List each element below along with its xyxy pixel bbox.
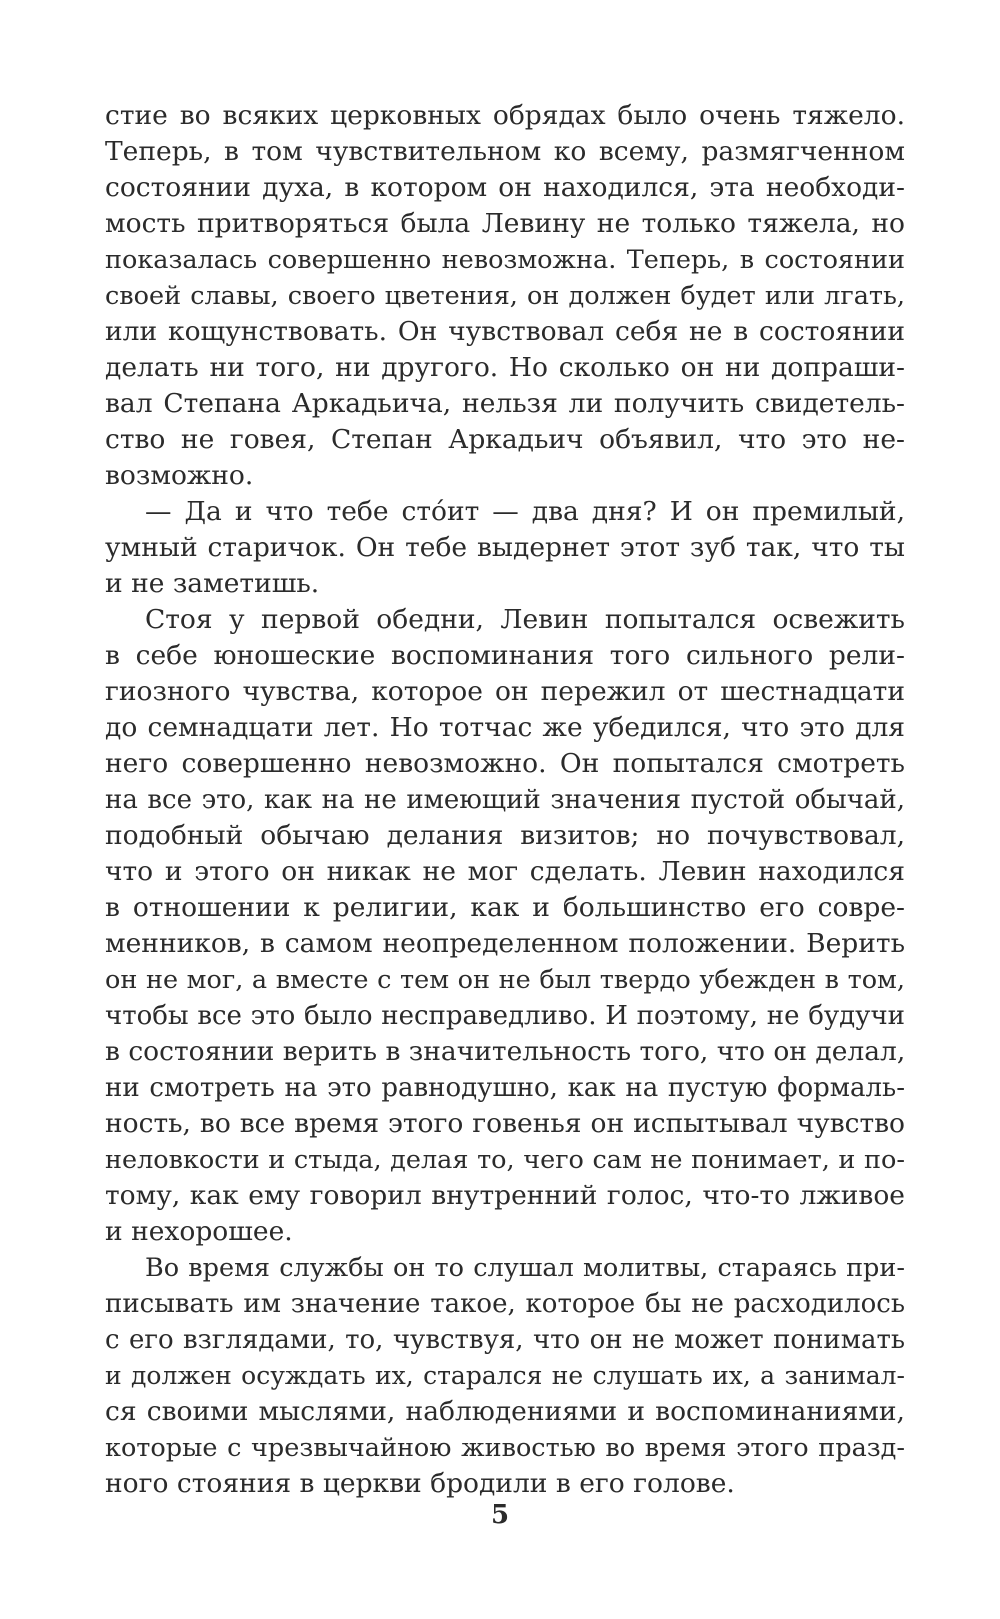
text-line: возможно.: [105, 460, 254, 491]
text-line: ни смотреть на это равнодушно, как на пустую формаль-: [105, 1073, 905, 1103]
text-line: состоянии духа, в котором он находился, эта необходи-: [105, 172, 905, 203]
text-line: — Да и что тебе стóит — два дня? И он премилый,: [145, 496, 905, 527]
body-text: [105, 98, 905, 1502]
text-line: он не мог, а вместе с тем он не был твердо убежден в том,: [105, 965, 905, 995]
text-line: умный старичок. Он тебе выдернет этот зуб так, что ты: [105, 532, 905, 563]
text-line: неловкости и стыда, делая то, чего сам не понимает, и по-: [105, 1145, 905, 1175]
text-line: в себе юношеские воспоминания того сильного рели-: [105, 640, 905, 671]
page-number: 5: [490, 1500, 510, 1530]
text-line: на все это, как на не имеющий значения пустой обычай,: [105, 785, 905, 815]
text-line: которые с чрезвычайною живостью во время этого празд-: [105, 1433, 905, 1463]
text-line: ство не говея, Степан Аркадьич объявил, что это не-: [105, 424, 905, 455]
text-line: ся своими мыслями, наблюдениями и воспоминаниями,: [105, 1396, 905, 1427]
text-line: показалась совершенно невозможна. Теперь, в состоянии: [105, 245, 905, 275]
text-line: Теперь, в том чувствительном ко всему, размягченном: [105, 136, 905, 167]
text-line: до семнадцати лет. Но тотчас же убедился, что это для: [105, 712, 905, 743]
text-line: и не заметишь.: [105, 568, 320, 599]
text-line: своей славы, своего цветения, он должен будет или лгать,: [105, 281, 905, 311]
text-line: писывать им значение такое, которое бы не расходилось: [105, 1289, 905, 1319]
text-line: мость притворяться была Левину не только тяжела, но: [105, 208, 905, 239]
text-line: тому, как ему говорил внутренний голос, что-то лживое: [105, 1180, 905, 1211]
text-line: вал Степана Аркадьича, нельзя ли получить свидетель-: [105, 388, 905, 419]
text-line: Стоя у первой обедни, Левин попытался освежить: [145, 604, 905, 635]
text-line: стие во всяких церковных обрядах было очень тяжело.: [105, 100, 905, 131]
text-line: с его взглядами, то, чувствуя, что он не может понимать: [105, 1325, 905, 1355]
text-line: ность, во все время этого говенья он испытывал чувство: [105, 1108, 905, 1139]
text-line: гиозного чувства, которое он пережил от шестнадцати: [105, 676, 905, 707]
text-line: делать ни того, ни другого. Но сколько он ни допраши-: [105, 352, 905, 383]
text-line: менников, в самом неопределенном положении. Верить: [105, 928, 905, 959]
text-line: подобный обычаю делания визитов; но почувствовал,: [105, 820, 905, 851]
text-line: в состоянии верить в значительность того, что он делал,: [105, 1036, 906, 1067]
text-line: него совершенно невозможно. Он попытался смотреть: [105, 748, 905, 779]
text-line: чтобы все это было несправедливо. И поэтому, не будучи: [105, 1001, 905, 1031]
text-line: и должен осуждать их, старался не слушать их, а занимал-: [105, 1361, 905, 1390]
text-line: что и этого он никак не мог сделать. Левин находился: [105, 856, 905, 887]
text-line: и нехорошее.: [105, 1216, 293, 1247]
text-line: Во время службы он то слушал молитвы, стараясь при-: [145, 1253, 905, 1283]
text-line: или кощунствовать. Он чувствовал себя не в состоянии: [105, 316, 905, 347]
text-line: в отношении к религии, как и большинство его совре-: [105, 892, 905, 923]
text-line: ного стояния в церкви бродили в его голове.: [105, 1468, 735, 1499]
